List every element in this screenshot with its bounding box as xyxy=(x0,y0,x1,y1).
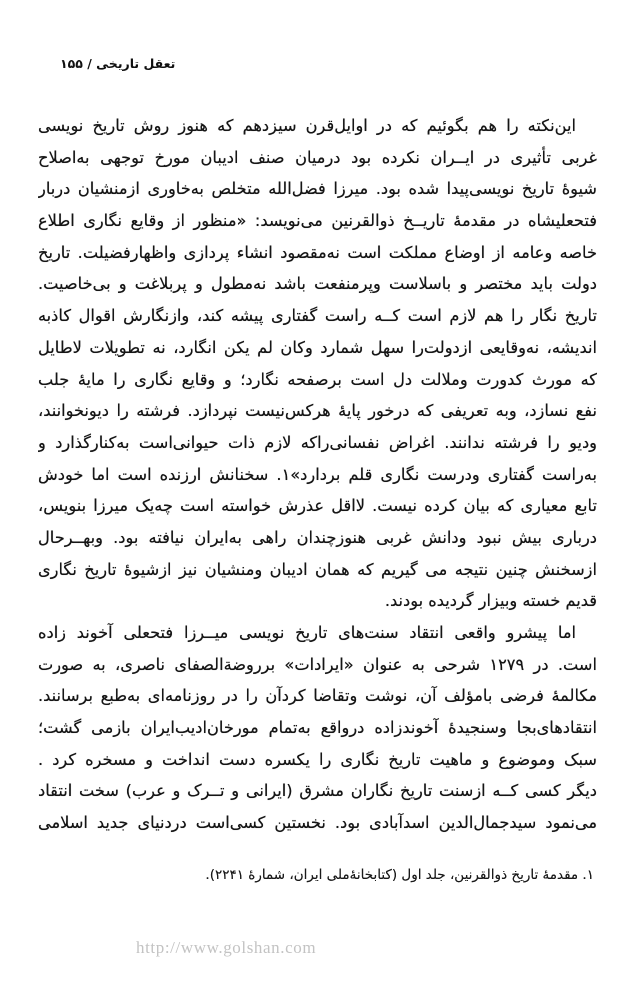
body-line: شیوهٔ تاریخ نویسی‌پیدا شده بود. میرزا فضل‌الله متخلص به‌خاوری ازمنشیان دربار xyxy=(38,179,597,199)
body-line: فتحعلیشاه در مقدمهٔ تاریــخ ذوالقرنین می‌نویسد: «منظور از وقایع نگاری اطلاع xyxy=(38,211,597,231)
body-line: اندیشه، نه‌وقایعی ازدولت‌را سهل شمارد وکان لم یکن انگارد، نه تطویلات لاطایل xyxy=(38,337,597,357)
body-line: نفع نسازد، وبه تعریفی که درخور پایهٔ هرکس‌نیست نپردازد. فرشته را دیونخوانند، xyxy=(38,401,597,421)
running-head: تعقل تاریخی / ۱۵۵ xyxy=(60,56,176,71)
body-line: ازسخنش چنین نتیجه می گیریم که همان ادیبان ومنشیان نیز ازشیوهٔ تاریخ نگاری xyxy=(38,559,597,579)
body-text xyxy=(38,110,597,839)
body-line: تابع معیاری که بیان کرده نیست. لااقل عذرش خواسته است چه‌یک میرزا بنویس، xyxy=(38,496,597,516)
body-line: خاصه وعامه از اوضاع مملکت است نه‌مقصود انشاء پردازی واظهارفضیلت. تاریخ xyxy=(38,242,597,262)
body-line: دیگر کسی کــه ازسنت تاریخ نگاران مشرق (ایرانی و تــرک و عرب) سخت انتقاد xyxy=(38,781,597,801)
body-line: انتقادهای‌بجا وسنجیدهٔ آخوندزاده درواقع به‌تمام مورخان‌ادیب‌ایران بازمی گشت؛ xyxy=(38,718,597,738)
body-line: غربی تأثیری در ایــران نکرده بود درمیان صنف ادیبان مورخ توجهی به‌اصلاح xyxy=(38,147,597,167)
body-line: درباری بیش نبود ودانش غربی هنوزچندان راهی به‌ایران نیافته بود. وبهــرحال xyxy=(38,527,597,547)
body-line: تاریخ نگار را هم لازم است کــه راست گفتاری پیشه کند، وازنگارش اقوال کاذبه xyxy=(38,306,597,326)
body-line: سبک وموضوع و ماهیت تاریخ نگاری را یکسره دست انداخت و مسخره کرد . xyxy=(38,749,597,769)
body-line: دولت باید مختصر و باسلاست وپرمنفعت باشد نه‌مطول و پربلاغت و بی‌خاصیت. xyxy=(38,274,597,294)
footnote: ۱. مقدمهٔ تاریخ ذوالقرنین، جلد اول (کتابخانهٔ‌ملی ایران، شمارهٔ ۲۲۴۱). xyxy=(205,867,594,883)
body-line-paragraph-end: قدیم خسته وبیزار گردیده بودند. xyxy=(384,591,597,611)
body-line: است. در ۱۲۷۹ شرحی به عنوان «ایرادات» برروضةالصفای ناصری، به صورت xyxy=(38,654,597,674)
body-line: می‌نمود سیدجمال‌الدین اسدآبادی بود. نخستین کسی‌است دردنیای جدید اسلامی xyxy=(38,813,597,833)
body-line: ودیو را فرشته ندانند. اغراض نفسانی‌راکه لازم ذات حیوانی‌است به‌کنارگذارد و xyxy=(38,432,597,452)
watermark-url: http://www.golshan.com xyxy=(136,938,317,957)
body-line: که مورث کدورت وملالت دل است برصفحه نگارد؛ و وقایع نگاری را مایهٔ جلب xyxy=(38,369,597,389)
body-line: مکالمهٔ فرضی بامؤلف آن، نوشت وتقاضا کردآن را در روزنامه‌ای به‌طبع برسانند. xyxy=(38,686,597,706)
body-line: به‌راست گفتاری ودرست نگاری قلم بردارد»۱. سخنانش ارزنده است اما خودش xyxy=(38,464,597,484)
body-line: این‌نکته را هم بگوئیم که در اوایل‌قرن سیزدهم که هنوز روش تاریخ نویسی xyxy=(38,116,576,135)
body-line-paragraph-start: اما پیشرو واقعی انتقاد سنت‌های تاریخ نویسی میــرزا فتحعلی آخوند زاده xyxy=(38,623,576,642)
